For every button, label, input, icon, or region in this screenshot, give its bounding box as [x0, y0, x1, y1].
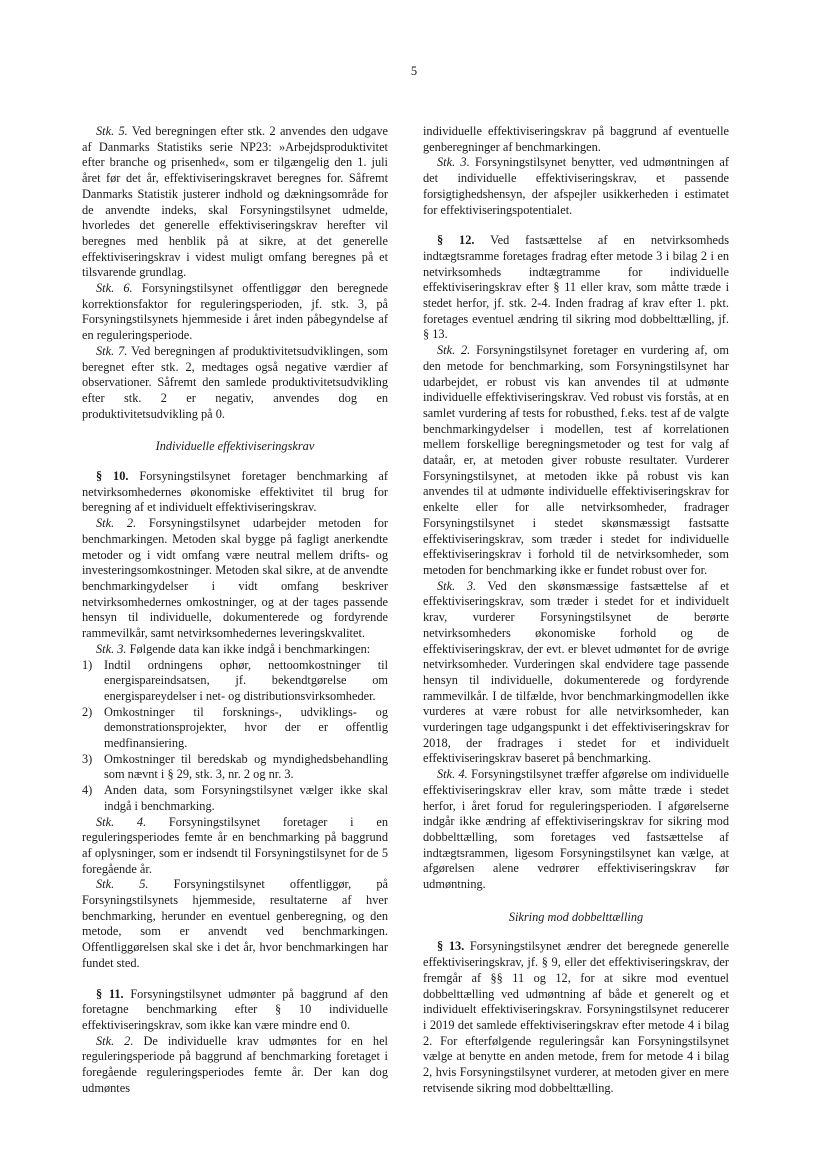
paragraph-s9-stk5: [82, 124, 388, 281]
paragraph-s11: [82, 987, 388, 1034]
paragraph-text: De individuelle krav udmøntes for en hel reguleringsperiode på baggrund af benchmarking foretaget i foregående reguleringsperiodes femte år. Der kan dog udmøntes: [82, 1033, 388, 1095]
list-item: [82, 783, 388, 814]
list-text: Omkostninger til forsknings-, udviklings- og demonstrationsprojekter, hvor der er offentlig medfinansiering.: [104, 704, 388, 751]
paragraph-s9-stk6: [82, 281, 388, 344]
paragraph-s11-stk3: [423, 155, 729, 218]
page-number: 5: [410, 64, 418, 78]
paragraph-s11-stk2: [82, 1034, 388, 1097]
paragraph-text: Ved fastsættelse af en netvirksomheds indtægtsramme foretages fradrag efter metode 3 i bilag 2 i en netvirksomheds indtægtramme for individuelle effektiviseringskrav efter § 11 eller krav, som måtte træde i stedet herfor, jf. stk. 2-4. Inden fradrag af krav efter 1. pkt. foretages eventuel ændring til sikring mod dobbelttælling, jf. § 13.: [423, 233, 729, 342]
stk-label: Stk. 7.: [96, 343, 128, 358]
paragraph-text: Forsyningstilsynet ændrer det beregnede generelle effektiviseringskrav, jf. § 9, eller det effektiviseringskrav, der fremgår af §§ 11 og 12, for at sikre mod eventuel dobbelttælling ved udmøntning af både et generelt og et individuelt effektiviseringskrav. Forsyningstilsynet reducerer i 2019 det samlede effektiviseringskrav efter metode 4 i bilag 2. For efterfølgende reguleringsår kan Forsyningstilsynet vælge at benytte en anden metode, frem for metode 4 i bilag 2, hvis Forsyningstilsynet vurderer, at metoden giver en mere retvisende sikring mod dobbelttælling.: [423, 939, 729, 1095]
section-number: § 13.: [437, 939, 465, 954]
stk-label: Stk. 5.: [96, 124, 128, 138]
list-text: Indtil ordningens ophør, nettoomkostninger til energispareindsatsen, jf. bekendtgørelse om energispareydelser i net- og distributionsvirksomheder.: [104, 657, 388, 703]
paragraph-s12-stk3: [423, 579, 729, 767]
paragraph-s12-stk4: [423, 767, 729, 893]
stk-label: Stk. 4.: [437, 767, 468, 782]
paragraph-text: Forsyningstilsynet udmønter på baggrund af den foretagne benchmarking efter § 10 individuelle effektiviseringskrav, som ikke kan være mindre end 0.: [82, 986, 388, 1032]
paragraph-text: Forsyningstilsynet udarbejder metoden for benchmarkingen. Metoden skal bygge på fagligt anerkendte metoder og i vidt omfang være neutral mellem drifts- og investeringsomkostninger. Metoden skal sikre, at de anvendte benchmarkingydelser i vidt omfang beskriver netvirksomhedernes omkostninger, og at der tages passende hensyn til individuelle, dokumenterede og fordyrende rammevilkår, samt netvirksomhedernes leveringskvalitet.: [82, 516, 389, 641]
list-number: 1): [82, 657, 93, 672]
section-heading: Sikring mod dobbelttælling: [508, 909, 644, 924]
list-number: 3): [82, 751, 93, 766]
section-heading: Individuelle effektiviseringskrav: [155, 439, 315, 454]
paragraph-text: Ved beregningen efter stk. 2 anvendes den udgave af Danmarks Statistiks serie NP23: »Arbejdsproduktivitet efter branche og prisenhed«, som er tilgængelig den 1. juli året før det år, effektiviseringskravet beregnes for. Såfremt Danmarks Statistik justerer indhold og dækningsområde for de anvendte indeks, skal Forsyningstilsynet udmelde, hvorledes det generelle effektiviseringskrav herefter vil beregnes med henblik på at sikre, at det generelle effektiviseringskrav i videst muligt omfang beregnes på et tilsvarende grundlag.: [82, 124, 388, 280]
section-number: § 10.: [96, 469, 129, 484]
paragraph-text: Forsyningstilsynet offentliggør, på Forsyningstilsynets hjemmeside, resultaterne af hver benchmarking, herunder en eventuel genberegning, og den metode, som er anvendt ved benchmarkingen. Offentliggørelsen skal ske i det år, hvor benchmarkingen har fundet sted.: [82, 877, 389, 970]
paragraph-s10: [82, 469, 388, 516]
paragraph-text: Ved beregningen af produktivitetsudviklingen, som beregnet efter stk. 2, medtages også negative værdier af observationer. Såfremt den samlede produktivitetsudvikling efter stk. 2 er negativ, anvendes dog en produktivitetsudvikling på 0.: [82, 343, 388, 421]
stk-label: Stk. 3.: [437, 155, 470, 170]
stk-label: Stk. 6.: [96, 281, 133, 296]
paragraph-s10-stk2: [82, 516, 388, 642]
paragraph-text: Forsyningstilsynet træffer afgørelse om individuelle effektiviseringskrav eller krav, som måtte træde i stedet herfor, i året forud for reguleringsperioden. I afgørelserne indgår ikke ændring af effektiviseringskrav for sikring mod dobbelttælling, som foretages ved fastsættelse af indtægtsrammen, ligesom Forsyningstilsynet kan vælge, at afgørelsen alene vedrører effektiviseringskrav før udmøntning.: [423, 767, 729, 892]
stk-label: Stk. 3.: [437, 578, 477, 593]
paragraph-s10-stk3: [82, 642, 388, 658]
stk-label: Stk. 2.: [437, 343, 471, 358]
spacer: [423, 218, 729, 233]
paragraph-s13: [423, 939, 729, 1096]
section-number: § 11.: [96, 986, 124, 1001]
paragraph-s9-stk7: [82, 344, 388, 423]
paragraph-s10-stk4: [82, 815, 388, 878]
stk-label: Stk. 3.: [96, 641, 127, 656]
left-column: [82, 124, 388, 1096]
paragraph-s12: [423, 233, 729, 343]
stk-label: Stk. 4.: [96, 814, 147, 829]
paragraph-text: Forsyningstilsynet offentliggør den beregnede korrektionsfaktor for reguleringsperioden, jf. stk. 3, på Forsyningstilsynets hjemmeside i året inden påbegyndelse af en reguleringsperiode.: [82, 281, 388, 343]
paragraph-text: Forsyningstilsynet foretager i en reguleringsperiodes femte år en benchmarking på baggrund af oplysninger, som er indsendt til Forsyningstilsynet for de 5 foregående år.: [82, 814, 388, 876]
paragraph-text: Ved den skønsmæssige fastsættelse af et effektiviseringskrav, som træder i stedet for et individuelt krav, vurderer Forsyningstilsynet de berørte netvirksomheders økonomiske forhold og de effektiviseringskrav, der evt. er blevet udmøntet for de øvrige netvirksomheder. Vurderingen skal endvidere tage passende hensyn til individuelle, dokumenterede og fordyrende rammevilkår. I de tilfælde, hvor benchmarkingmodellen ikke vurderes at være robust for alle netvirksomheder, kan vurderingen tage udgangspunkt i det effektiviseringskrav for 2018, der fradrages i stedet for et individuelt effektiviseringskrav baseret på benchmarking.: [423, 578, 729, 766]
stk-label: Stk. 5.: [96, 877, 149, 892]
paragraph-s10-stk5: [82, 877, 388, 971]
list-item: [82, 658, 388, 705]
paragraph-s12-stk2: [423, 343, 729, 579]
spacer: [82, 972, 388, 987]
list-text: Omkostninger til beredskab og myndighedsbehandling som nævnt i § 29, stk. 3, nr. 2 og nr. 3.: [104, 751, 388, 782]
section-number: § 12.: [437, 233, 475, 248]
list-number: 4): [82, 783, 93, 798]
paragraph-s11-stk2-continued: [423, 124, 729, 155]
list-item: [82, 705, 388, 752]
paragraph-text: Forsyningstilsynet benytter, ved udmøntningen af det individuelle effektiviseringskrav, et passende forsigtighedshensyn, der afspejler usikkerheden i estimatet for effektiviseringspotentialet.: [423, 155, 730, 217]
list-item: [82, 752, 388, 783]
numbered-list: [82, 658, 388, 815]
paragraph-text: Følgende data kan ikke indgå i benchmarkingen:: [126, 641, 371, 656]
paragraph-text: individuelle effektiviseringskrav på baggrund af eventuelle genberegninger af benchmarkingen.: [423, 124, 729, 154]
stk-label: Stk. 2.: [96, 1033, 134, 1048]
stk-label: Stk. 2.: [96, 516, 137, 531]
paragraph-text: Forsyningstilsynet foretager en vurdering af, om den metode for benchmarking, som Forsyningstilsynet har udarbejdet, er robust vis kan anvendes til at udmønte individuelle effektiviseringskrav. Ved robust vis forstås, at en samlet vurdering af tests for robusthed, f.eks. test af de valgte benchmarkingydelser i modellen, test af korrelationen mellem forskellige beregningsmetoder og test for valg af dataår, er, at metoden giver robuste resultater. Vurderer Forsyningstilsynet, at metoden ikke på robust vis kan anvendes til at udmønte individuelle effektiviseringskrav for enkelte eller for alle netvirksomheder, fradrager Forsyningstilsynet i stedet skønsmæssigt fastsatte effektiviseringskrav, som træder i stedet for individuelle effektiviseringskrav i forhold til de netvirksomheder, som metoden for benchmarking ikke er fundet robust over for.: [423, 343, 729, 577]
list-text: Anden data, som Forsyningstilsynet vælger ikke skal indgå i benchmarking.: [104, 783, 388, 813]
right-column: [423, 124, 729, 1096]
list-number: 2): [82, 704, 93, 719]
paragraph-text: Forsyningstilsynet foretager benchmarking af netvirksomhedernes økonomiske effektivitet til brug for beregning af et individuelt effektiviseringskrav.: [82, 469, 388, 515]
